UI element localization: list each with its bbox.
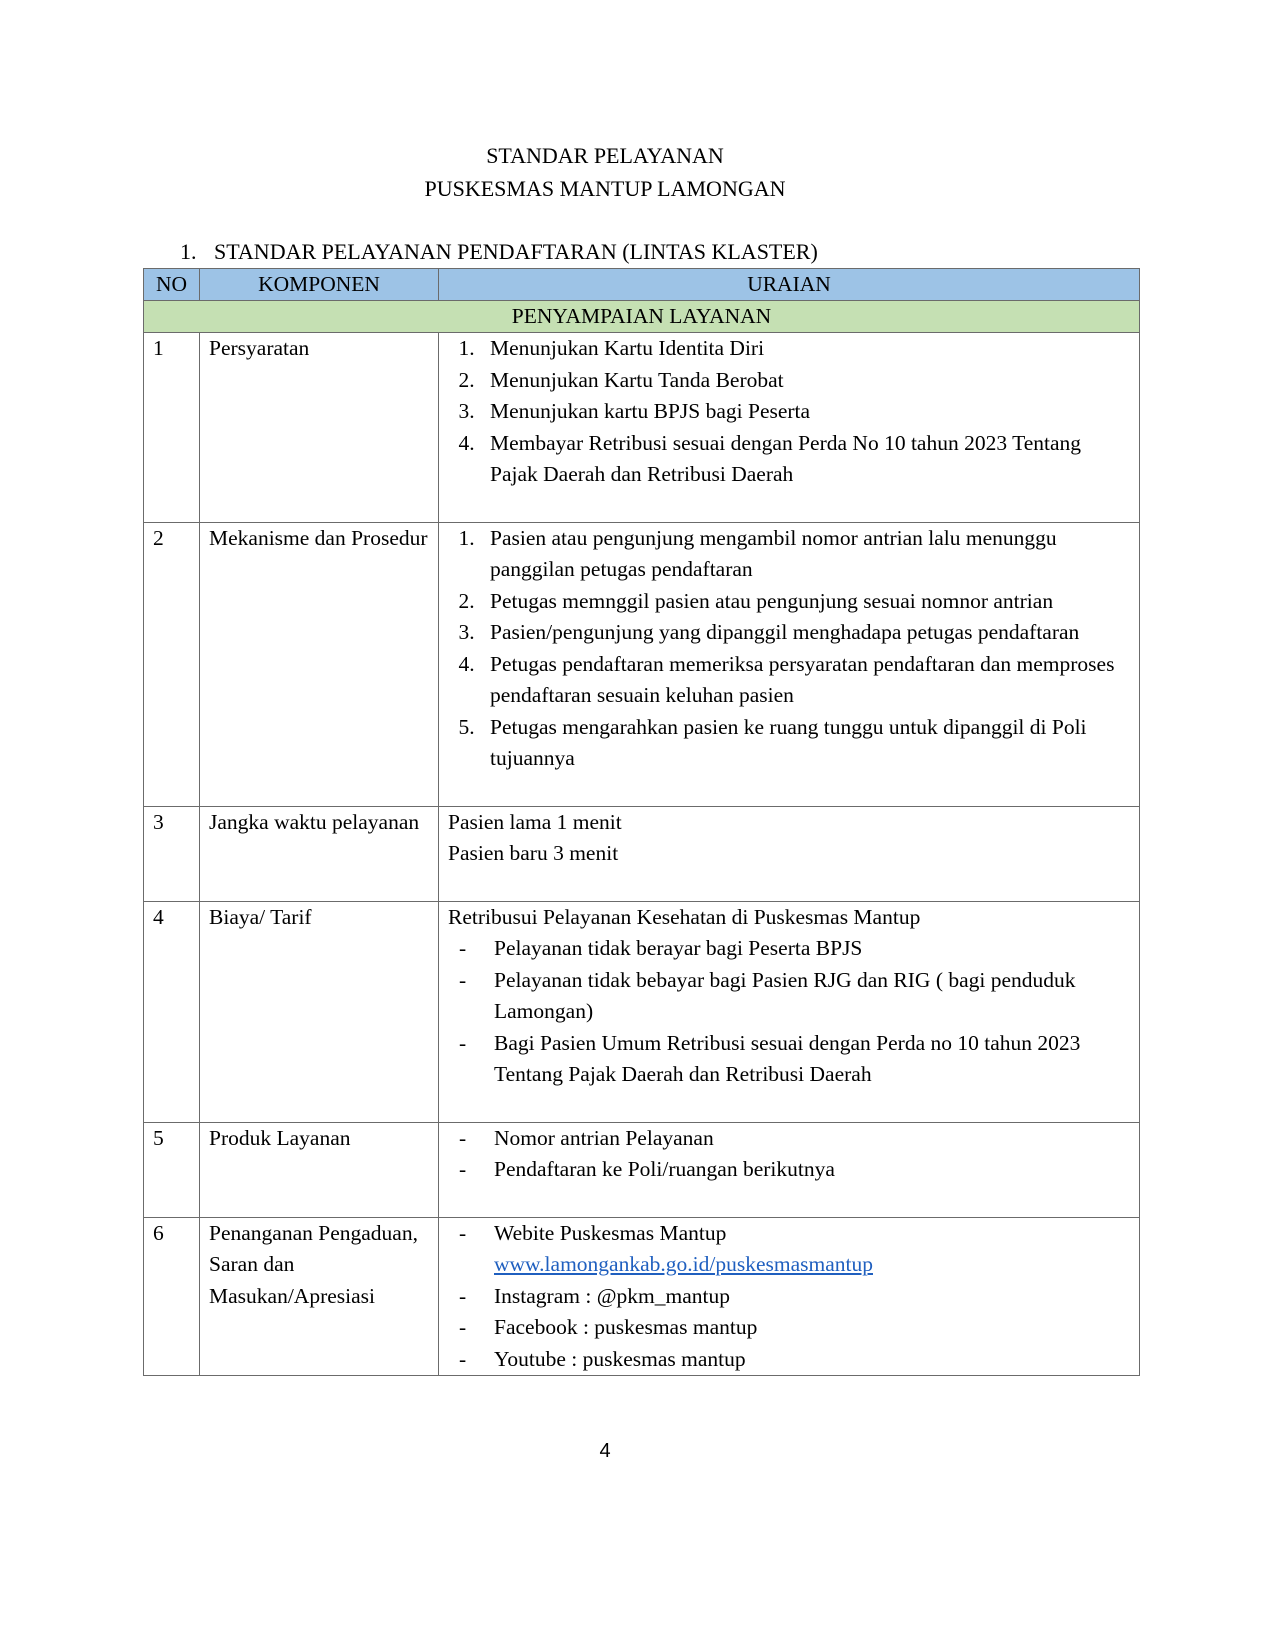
row-komponen: Biaya/ Tarif: [200, 901, 439, 1122]
subheader-penyampaian-layanan: PENYAMPAIAN LAYANAN: [144, 301, 1140, 333]
table-row: [144, 522, 1140, 806]
instagram-text: Instagram : @pkm_mantup: [494, 1283, 730, 1308]
header-uraian: URAIAN: [439, 269, 1140, 301]
dash-bullet-icon: -: [459, 936, 467, 960]
row-komponen: Penanganan Pengaduan, Saran dan Masukan/Apresiasi: [200, 1217, 439, 1376]
dash-list: [448, 1123, 1130, 1186]
document-subtitle: PUSKESMAS MANTUP LAMONGAN: [424, 176, 786, 201]
table-row: [144, 901, 1140, 1122]
row-no: 5: [144, 1122, 200, 1217]
list-item: 4. Membayar Retribusi sesuai dengan Perda No 10 tahun 2023 Tentang Pajak Daerah dan Retribusi Daerah: [480, 428, 1130, 491]
list-item: 5. Petugas mengarahkan pasien ke ruang tunggu untuk dipanggil di Poli tujuannya: [480, 712, 1130, 775]
list-item: 1. Menunjukan Kartu Identita Diri: [480, 333, 1130, 365]
dash-bullet-icon: -: [459, 1125, 467, 1150]
section-title: STANDAR PELAYANAN PENDAFTARAN (LINTAS KLASTER): [214, 239, 818, 264]
row-komponen: Jangka waktu pelayanan: [200, 806, 439, 901]
website-label: Webite Puskesmas Mantup: [494, 1220, 727, 1245]
dash-bullet-icon: -: [459, 1220, 467, 1245]
row-uraian: [439, 1217, 1140, 1376]
numbered-list: [448, 523, 1130, 775]
list-item: 4. Petugas pendaftaran memeriksa persyaratan pendaftaran dan memproses pendaftaran sesuain keluhan pasien: [480, 649, 1130, 712]
list-item: 2. Petugas memnggil pasien atau pengunjung sesuai nomnor antrian: [480, 586, 1130, 618]
table-header-row: [144, 269, 1140, 301]
row-komponen: Mekanisme dan Prosedur: [200, 522, 439, 806]
list-item: 3. Menunjukan kartu BPJS bagi Peserta: [480, 396, 1130, 428]
list-item: [448, 1312, 1130, 1344]
table-row: [144, 1217, 1140, 1376]
list-item-text: Nomor antrian Pelayanan: [494, 1125, 714, 1150]
row-no: 2: [144, 522, 200, 806]
dash-list: [448, 933, 1130, 1091]
list-item-text: Pelayanan tidak bebayar bagi Pasien RJG dan RIG ( bagi penduduk Lamongan): [494, 967, 1076, 1023]
row-uraian: [439, 806, 1140, 901]
row-no: 6: [144, 1217, 200, 1376]
dash-bullet-icon: -: [459, 1157, 467, 1181]
table-row: [144, 333, 1140, 523]
list-item: 1. Pasien atau pengunjung mengambil nomor antrian lalu menunggu panggilan petugas pendaftaran: [480, 523, 1130, 586]
header-no: NO: [144, 269, 200, 301]
section-number: 1.: [180, 239, 197, 264]
document-title: STANDAR PELAYANAN: [486, 143, 724, 168]
row-uraian: [439, 1122, 1140, 1217]
list-item: 2. Menunjukan Kartu Tanda Berobat: [480, 365, 1130, 397]
list-item: [448, 1028, 1130, 1091]
list-item: [448, 1218, 1130, 1281]
section-heading: [180, 239, 818, 265]
website-link[interactable]: www.lamongankab.go.id/puskesmasmantup: [494, 1252, 873, 1276]
header-komponen: KOMPONEN: [200, 269, 439, 301]
dash-bullet-icon: -: [459, 967, 467, 992]
list-item: [448, 1281, 1130, 1313]
list-item-text: Pelayanan tidak berayar bagi Peserta BPJS: [494, 936, 863, 960]
table-row: [144, 1122, 1140, 1217]
dash-bullet-icon: -: [459, 1030, 467, 1055]
list-item: [448, 933, 1130, 965]
row-no: 1: [144, 333, 200, 523]
numbered-list: [448, 333, 1130, 491]
dash-bullet-icon: -: [459, 1346, 467, 1371]
service-standard-table: [143, 268, 1140, 1376]
page-number: 4: [599, 1440, 611, 1462]
dash-list: [448, 1218, 1130, 1376]
list-item-text: Bagi Pasien Umum Retribusi sesuai dengan Perda no 10 tahun 2023 Tentang Pajak Daerah dan Retribusi Daerah: [494, 1030, 1081, 1086]
row-no: 4: [144, 901, 200, 1122]
row-uraian: [439, 522, 1140, 806]
list-item: [448, 965, 1130, 1028]
table-row: [144, 806, 1140, 901]
list-item: 3. Pasien/pengunjung yang dipanggil menghadapa petugas pendaftaran: [480, 617, 1130, 649]
list-item: [448, 1154, 1130, 1186]
table-subheader-row: [144, 301, 1140, 333]
text-line: Retribusui Pelayanan Kesehatan di Puskesmas Mantup: [448, 904, 921, 929]
dash-bullet-icon: -: [459, 1283, 467, 1308]
row-komponen: Persyaratan: [200, 333, 439, 523]
list-item: [448, 1123, 1130, 1155]
youtube-text: Youtube : puskesmas mantup: [494, 1346, 746, 1371]
list-item: [448, 1344, 1130, 1376]
row-no: 3: [144, 806, 200, 901]
text-line: Pasien lama 1 menit: [448, 809, 622, 834]
dash-bullet-icon: -: [459, 1315, 467, 1339]
list-item-text: Pendaftaran ke Poli/ruangan berikutnya: [494, 1157, 835, 1181]
row-uraian: [439, 333, 1140, 523]
text-line: Pasien baru 3 menit: [448, 841, 619, 865]
facebook-text: Facebook : puskesmas mantup: [494, 1315, 758, 1339]
row-komponen: Produk Layanan: [200, 1122, 439, 1217]
row-uraian: [439, 901, 1140, 1122]
